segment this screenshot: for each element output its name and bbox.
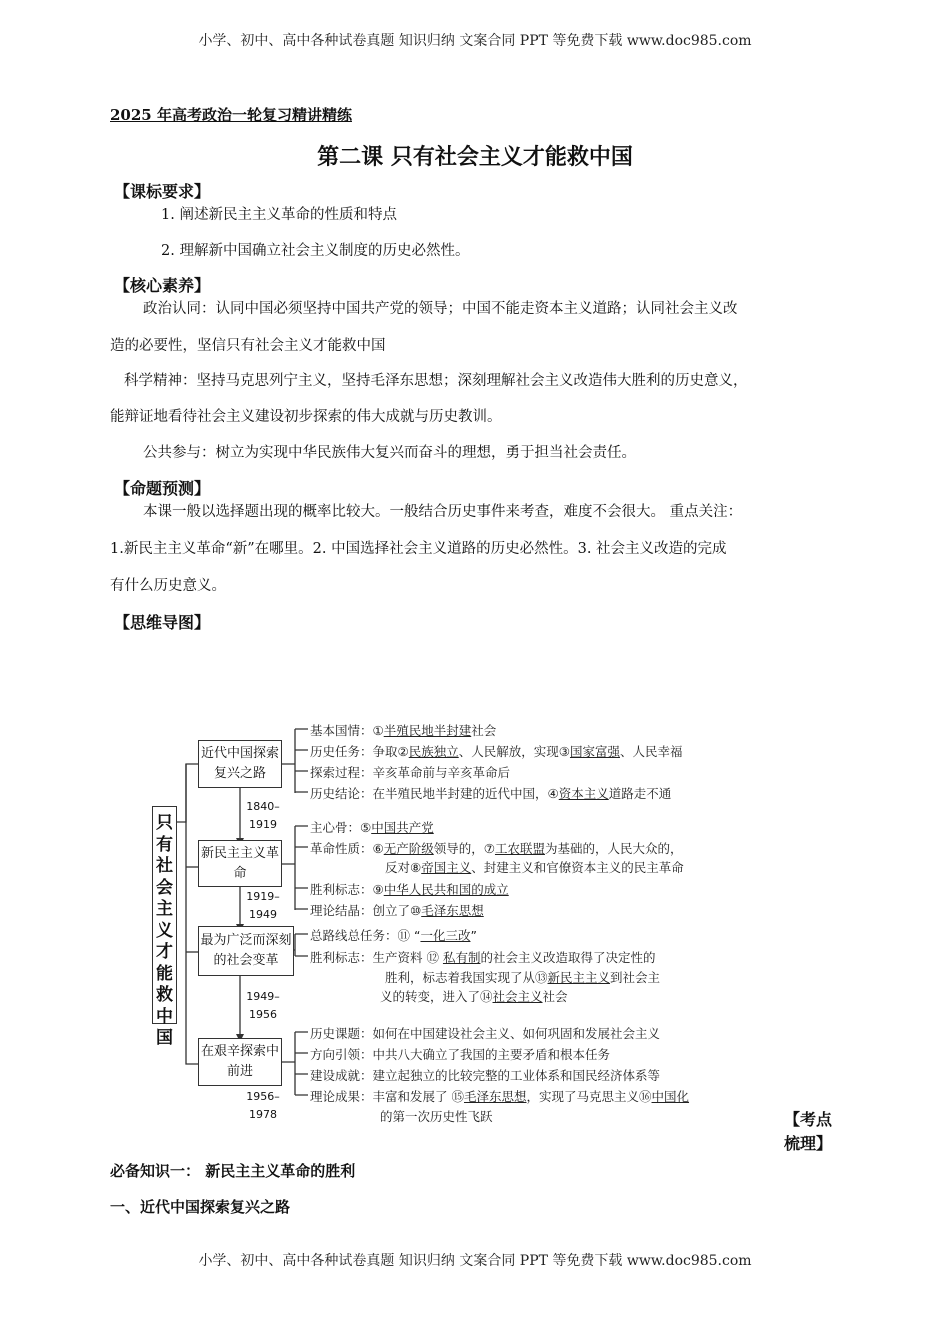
stage3-line-victory-cont2: 义的转变，进入了⑭社会主义社会 — [380, 989, 568, 1004]
stage3-line-general-task: 总路线总任务：⑪ “一化三改” — [310, 928, 477, 943]
stage2-line-backbone: 主心骨：⑤中国共产党 — [310, 820, 434, 835]
literacy-science-line1: 科学精神：坚持马克思列宁主义，坚持毛泽东思想；深刻理解社会主义改造伟大胜利的历史意义， — [124, 373, 748, 389]
page-title: 第二课 只有社会主义才能救中国 — [317, 145, 633, 170]
mindmap-root-box: 只有社会主义才能救中国 — [152, 806, 177, 1024]
years-1949-1956: 1949– 1956 — [246, 990, 280, 1021]
mind-map — [150, 712, 800, 1132]
stage2-line-victory: 胜利标志：⑨中华人民共和国的成立 — [310, 882, 509, 897]
bracket-stage2 — [282, 826, 308, 910]
stage4-line-theory: 理论成果：丰富和发展了 ⑮毛泽东思想，实现了马克思主义⑯中国化 — [310, 1089, 690, 1104]
document-subtitle: 2025 年高考政治一轮复习精讲精练 — [110, 106, 352, 124]
stage4-line-topic: 历史课题：如何在中国建设社会主义、如何巩固和发展社会主义 — [310, 1026, 661, 1041]
root-link-stage1 — [177, 764, 198, 822]
points-heading: 【考点 梳理】 — [784, 1110, 833, 1153]
bracket-stage4 — [282, 1032, 308, 1095]
stage4-line-direction: 方向引领：中共八大确立了我国的主要矛盾和根本任务 — [310, 1047, 611, 1062]
stage3-line-victory-cont1: 胜利，标志着我国实现了从⑬新民主主义到社会主 — [385, 970, 661, 985]
stage1-line-conclusion: 历史结论：在半殖民地半封建的近代中国，④资本主义道路走不通 — [310, 786, 672, 801]
knowledge-heading-1: 必备知识一： 新民主主义革命的胜利 — [110, 1162, 356, 1180]
bracket-stage1 — [282, 729, 308, 793]
literacy-science-line2: 能辩证地看待社会主义建设初步探索的伟大成就与历史教训。 — [110, 409, 502, 425]
literacy-political-line1: 政治认同：认同中国必须坚持中国共产党的领导；中国不能走资本主义道路；认同社会主义改 — [143, 301, 738, 317]
stage2-line-theory: 理论结晶：创立了⑩毛泽东思想 — [310, 903, 484, 918]
curriculum-heading: 【课标要求】 — [114, 182, 211, 201]
stage1-box: 近代中国探索复兴之路 — [198, 740, 282, 788]
stage1-line-basic: 基本国情：①半殖民地半封建社会 — [310, 723, 497, 738]
stage4-line-achievement: 建设成就：建立起独立的比较完整的工业体系和国民经济体系等 — [310, 1068, 661, 1083]
stage3-line-victory: 胜利标志：生产资料 ⑫ 私有制的社会主义改造取得了决定性的 — [310, 950, 656, 965]
stage1-line-process: 探索过程：辛亥革命前与辛亥革命后 — [310, 765, 511, 780]
page-header: 小学、初中、高中各种试卷真题 知识归纳 文案合同 PPT 等免费下载 www.doc985.com — [198, 33, 752, 49]
stage4-box: 在艰辛探索中前进 — [198, 1038, 282, 1086]
stage3-box: 最为广泛而深刻的社会变革 — [198, 926, 294, 976]
years-1956-1978: 1956– 1978 — [246, 1090, 280, 1121]
years-1919-1949: 1919– 1949 — [246, 890, 280, 921]
page-footer: 小学、初中、高中各种试卷真题 知识归纳 文案合同 PPT 等免费下载 www.doc985.com — [198, 1253, 752, 1269]
forecast-line1: 本课一般以选择题出现的概率比较大。一般结合历史事件来考查，难度不会很大。 重点关注： — [143, 504, 743, 520]
curriculum-item-2: 2. 理解新中国确立社会主义制度的历史必然性。 — [161, 243, 470, 259]
section-heading-1: 一、近代中国探索复兴之路 — [110, 1198, 291, 1216]
stage2-box: 新民主主义革命 — [198, 840, 282, 887]
literacy-public: 公共参与：树立为实现中华民族伟大复兴而奋斗的理想，勇于担当社会责任。 — [143, 445, 636, 461]
stage2-line-nature-cont: 反对⑧帝国主义、封建主义和官僚资本主义的民主革命 — [385, 860, 684, 875]
forecast-line2: 1.新民主主义革命“新”在哪里。2. 中国选择社会主义道路的历史必然性。3. 社会主义改造的完成 — [110, 541, 727, 557]
stage4-line-theory-cont: 的第一次历史性飞跃 — [380, 1109, 493, 1124]
stage2-line-nature: 革命性质：⑥无产阶级领导的，⑦工农联盟为基础的，人民大众的， — [310, 841, 683, 856]
forecast-heading: 【命题预测】 — [114, 479, 211, 498]
curriculum-item-1: 1. 阐述新民主主义革命的性质和特点 — [161, 207, 397, 223]
forecast-line3: 有什么历史意义。 — [110, 578, 226, 594]
stage1-line-task: 历史任务：争取②民族独立、人民解放，实现③国家富强、人民幸福 — [310, 744, 683, 759]
mindmap-heading: 【思维导图】 — [114, 613, 211, 632]
root-trunk — [186, 764, 198, 1064]
years-1840-1919: 1840– 1919 — [246, 800, 280, 831]
literacy-heading: 【核心素养】 — [114, 276, 211, 295]
literacy-political-line2: 造的必要性，坚信只有社会主义才能救中国 — [110, 338, 386, 354]
